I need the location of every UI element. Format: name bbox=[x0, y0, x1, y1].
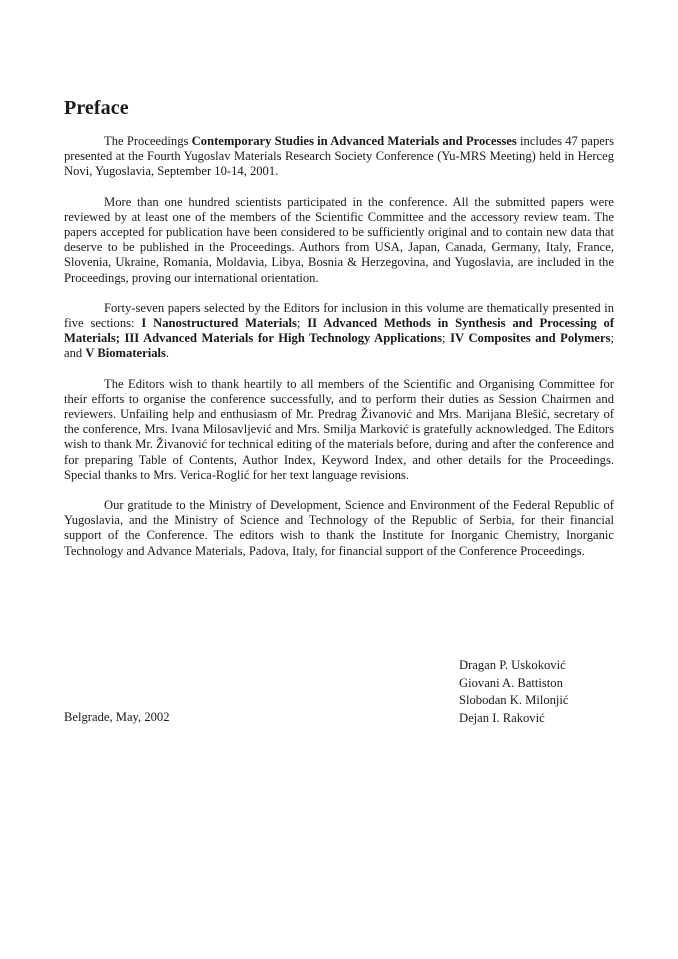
bold-text-section-1: I Nanostructured Materials bbox=[141, 316, 297, 331]
text-run: Forty-seven papers selected by the Editors for inclusion in this volume are thematically presented in five sections: bbox=[64, 300, 614, 331]
bold-text-section-5: V Biomaterials bbox=[85, 346, 166, 361]
paragraph-participants: More than one hundred scientists participated in the conference. All the submitted papers were reviewed by at least one of the members of the Scientific Committee and the accessory review team. The papers accepted for publication have been considered to be sufficiently original and to contain new data that deserve to be published in the Proceedings. Authors from USA, Japan, Canada, Germany, Italy, France, Slovenia, Ukraine, Romania, Moldavia, Libya, Bosnia & Herzegovina, and Yugoslavia, are included in the Proceedings, proving our international orientation. bbox=[64, 194, 614, 285]
bold-text-book-title: Contemporary Studies in Advanced Materials and Processes bbox=[191, 134, 517, 148]
text-run: The Proceedings bbox=[104, 134, 192, 148]
paragraph-proceedings-intro bbox=[64, 134, 614, 180]
bold-text-sections-2-3: II Advanced Methods in Synthesis and Processing of Materials; III Advanced Materials for High Technology Applications bbox=[64, 316, 615, 346]
page-title: Preface bbox=[64, 97, 129, 119]
text-run: ; and bbox=[64, 331, 614, 361]
editor-name: Dragan P. Uskoković bbox=[459, 658, 566, 672]
place-and-date: Belgrade, May, 2002 bbox=[64, 710, 170, 724]
paragraph-acknowledgements: The Editors wish to thank heartily to all members of the Scientific and Organising Committee for their efforts to organise the conference successfully, and to perform their duties as Session Chairmen and reviewers. Unfailing help and enthusiasm of Mr. Predrag Živanović and Mrs. Marijana Blešić, secretary of the conference, Mrs. Ivana Milosavljević and Mrs. Smilja Marković is gratefully acknowledged. The Editors wish to thank Mr. Živanović for technical editing of the materials before, during and after the conference and for preparing Table of Contents, Author Index, Keyword Index, and other details for the Proceedings. Special thanks to Mrs. Verica-Roglić for her text language revisions. bbox=[64, 376, 614, 482]
editors-list bbox=[459, 657, 569, 727]
text-run: ; bbox=[442, 331, 451, 346]
text-run: . bbox=[165, 346, 170, 361]
text-run: ; bbox=[296, 316, 308, 331]
preface-body bbox=[64, 134, 614, 574]
paragraph-gratitude: Our gratitude to the Ministry of Development, Science and Environment of the Federal Republic of Yugoslavia, and the Ministry of Science and Technology of the Republic of Serbia, for their financial support of the Conference. The editors wish to thank the Institute for Inorganic Chemistry, Inorganic Technology and Advance Materials, Padova, Italy, for financial support of the Conference Proceedings. bbox=[64, 498, 614, 558]
text-run: includes 47 papers presented at the Fourth Yugoslav Materials Research Society Conference (Yu-MRS Meeting) held in Herceg Novi, Yugoslavia, September 10-14, 2001. bbox=[64, 134, 614, 179]
editor-name: Dejan I. Raković bbox=[459, 710, 545, 725]
editor-name: Slobodan K. Milonjić bbox=[459, 693, 569, 708]
bold-text-section-4: IV Composites and Polymers bbox=[450, 331, 611, 346]
editor-name: Giovani A. Battiston bbox=[459, 675, 563, 690]
paragraph-sections bbox=[64, 301, 614, 362]
signature-block bbox=[64, 657, 614, 737]
